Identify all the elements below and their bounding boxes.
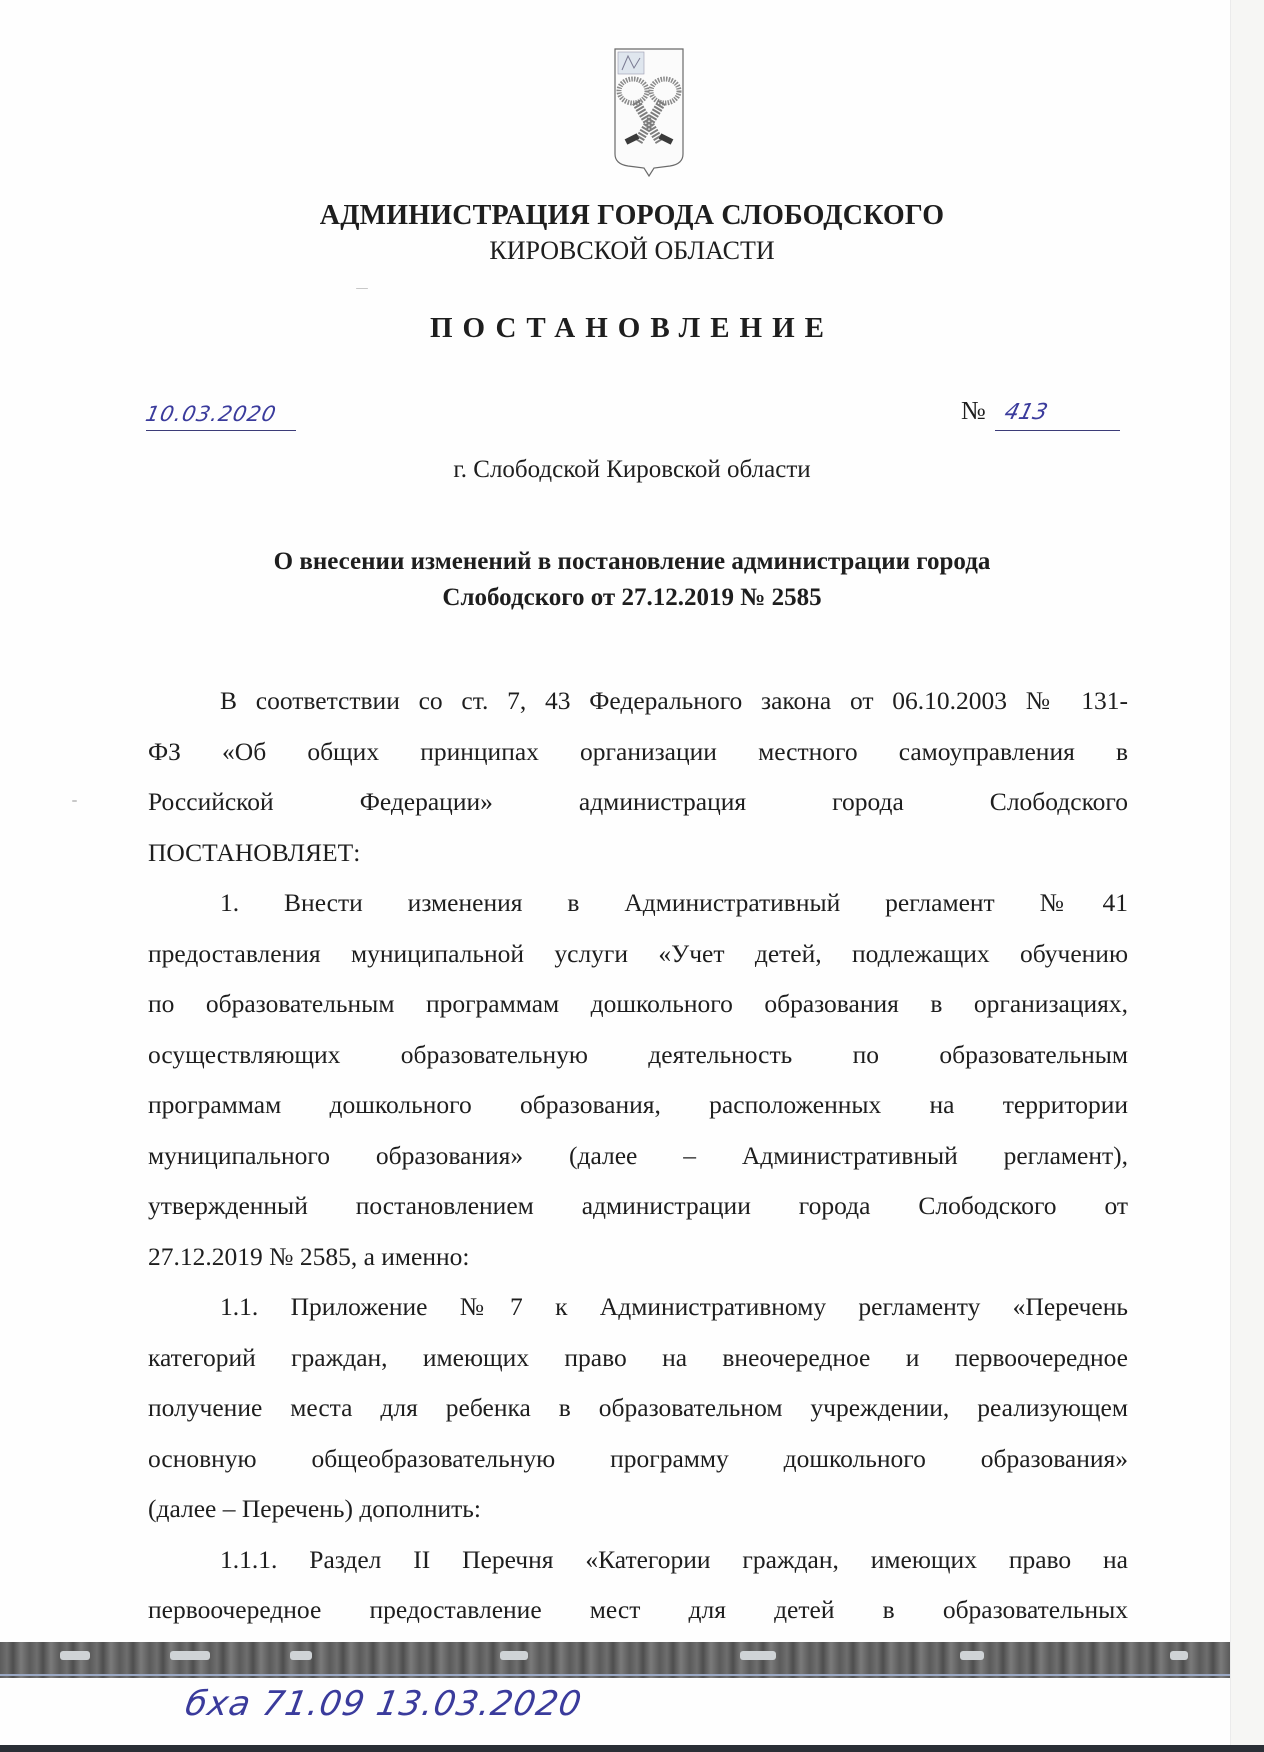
scan-speck bbox=[356, 288, 368, 289]
body-line: по образовательным программам дошкольного образования в организациях, bbox=[148, 989, 1128, 1018]
document-number-handwritten: 413 bbox=[1001, 400, 1051, 425]
scanner-edge bbox=[1230, 0, 1264, 1745]
body-line: ПОСТАНОВЛЯЕТ: bbox=[148, 837, 361, 867]
scanner-edge-bottom bbox=[0, 1745, 1264, 1752]
body-line: ФЗ «Об общих принципах организации местного самоуправления в bbox=[148, 736, 1128, 766]
scan-artifact-band bbox=[0, 1642, 1230, 1678]
subject-line-2: Слободского от 27.12.2019 № 2585 bbox=[442, 584, 822, 611]
body-line: (далее – Перечень) дополнить: bbox=[148, 1494, 481, 1523]
document-date-handwritten: 10.03.2020 bbox=[143, 402, 279, 426]
document-type: ПОСТАНОВЛЕНИЕ bbox=[429, 312, 834, 344]
body-line: программам дошкольного образования, расположенных на территории bbox=[148, 1090, 1128, 1119]
organization-name: АДМИНИСТРАЦИЯ ГОРОДА СЛОБОДСКОГО bbox=[319, 200, 945, 231]
body-line: Российской Федерации» администрация города Слободского bbox=[148, 787, 1128, 816]
document-number-field bbox=[995, 402, 1120, 431]
body-line: первоочередное предоставление мест для детей в образовательных bbox=[148, 1595, 1128, 1624]
body-line: В соответствии со ст. 7, 43 Федерального закона от 06.10.2003 № 131- bbox=[220, 686, 1128, 715]
body-line: 1.1.1. Раздел II Перечня «Категории граждан, имеющих право на bbox=[220, 1544, 1128, 1574]
body-line: 1. Внести изменения в Административный регламент №41 bbox=[220, 888, 1128, 917]
body-line: осуществляющих образовательную деятельность по образовательным bbox=[148, 1039, 1128, 1069]
city-coat-of-arms-icon bbox=[612, 46, 686, 178]
body-line: 27.12.2019 № 2585, а именно: bbox=[148, 1241, 470, 1271]
body-line: предоставления муниципальной услуги «Учет детей, подлежащих обучению bbox=[148, 938, 1128, 968]
body-line: получение места для ребенка в образовательном учреждении, реализующем bbox=[148, 1393, 1128, 1422]
city-line: г. Слободской Кировской области bbox=[453, 456, 811, 483]
subject-line-1: О внесении изменений в постановление администрации города bbox=[273, 548, 991, 575]
document-date-field bbox=[143, 402, 296, 431]
handwritten-incoming-note: бха 71.09 13.03.2020 bbox=[182, 1684, 586, 1724]
document-body bbox=[148, 676, 1128, 1636]
body-line: муниципального образования» (далее – Административный регламент), bbox=[148, 1140, 1128, 1170]
body-line: утвержденный постановлением администрации города Слободского от bbox=[148, 1191, 1128, 1220]
scan-speck bbox=[72, 800, 77, 802]
body-line: категорий граждан, имеющих право на внеочередное и первоочередное bbox=[148, 1342, 1128, 1372]
document-number-label: № bbox=[961, 396, 986, 425]
region-name: КИРОВСКОЙ ОБЛАСТИ bbox=[489, 236, 775, 265]
document-subject bbox=[0, 544, 1264, 616]
body-line: основную общеобразовательную программу дошкольного образования» bbox=[148, 1443, 1128, 1473]
body-line: 1.1. Приложение №7 к Административному регламенту «Перечень bbox=[220, 1292, 1128, 1321]
